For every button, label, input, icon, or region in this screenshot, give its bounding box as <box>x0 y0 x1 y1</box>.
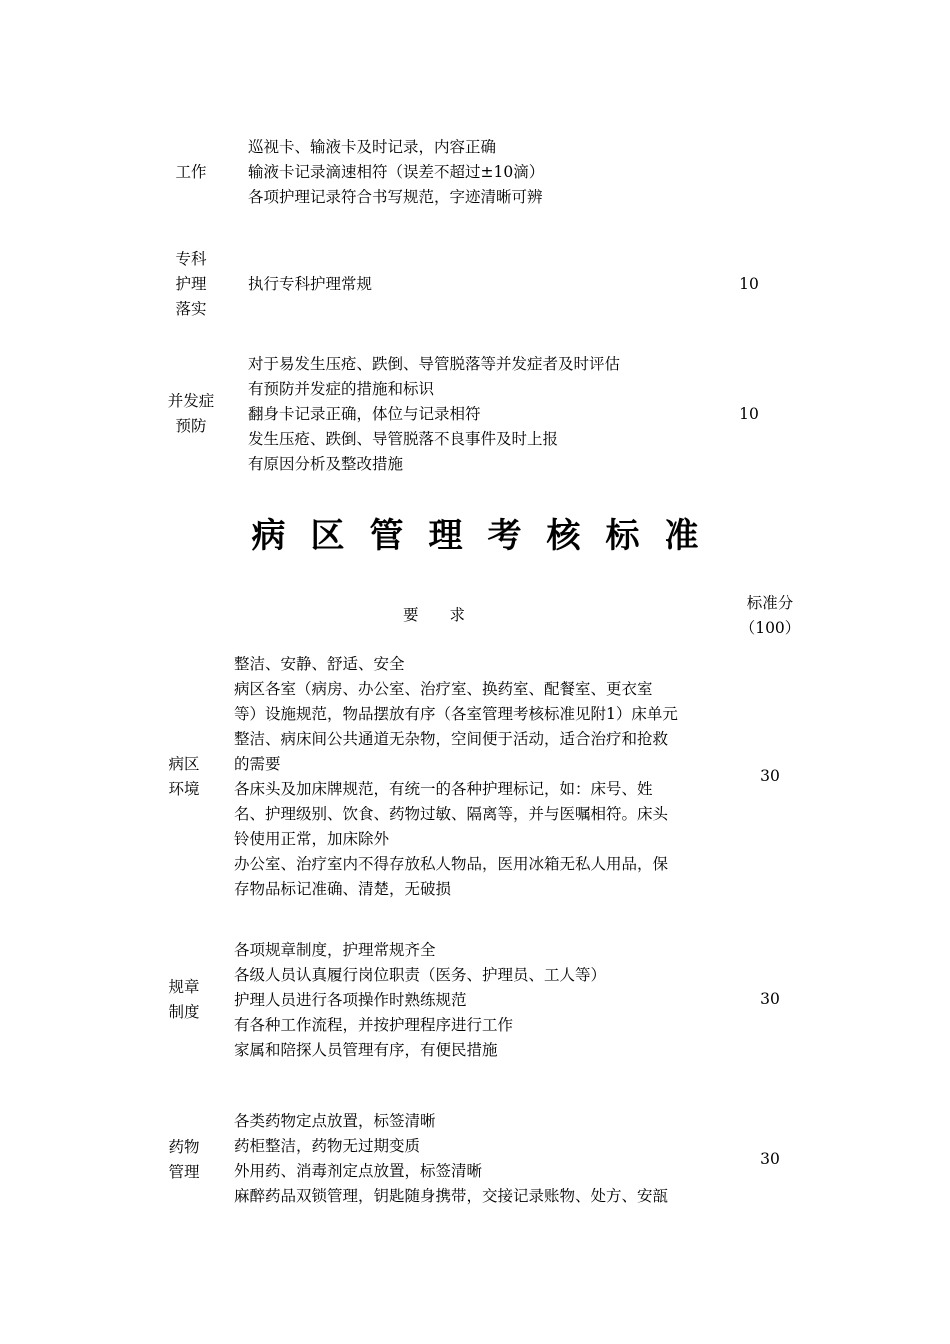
header-requirement: 要 求 <box>402 606 465 624</box>
requirement-list-drug-management <box>234 1109 734 1209</box>
category-label-line: 并发症 <box>167 392 215 410</box>
requirement-item: 各床头及加床牌规范，有统一的各种护理标记，如：床号、姓 <box>234 780 653 798</box>
requirement-item: 铃使用正常，加床除外 <box>234 830 390 848</box>
requirement-item: 整洁、病床间公共通道无杂物，空间便于活动，适合治疗和抢救 <box>234 730 669 748</box>
requirement-item: 护理人员进行各项操作时熟练规范 <box>234 991 467 1009</box>
requirement-list-work <box>248 135 808 210</box>
requirement-item: 有各种工作流程，并按护理程序进行工作 <box>234 1016 514 1034</box>
category-label: 工作 <box>175 163 207 181</box>
requirement-item: 外用药、消毒剂定点放置，标签清晰 <box>234 1162 483 1180</box>
requirement-item: 执行专科护理常规 <box>248 275 373 293</box>
requirement-item: 各项护理记录符合书写规范，字迹清晰可辨 <box>248 188 543 206</box>
header-score <box>735 591 805 641</box>
category-label-line: 专科 <box>175 250 207 268</box>
requirement-item: 办公室、治疗室内不得存放私人物品，医用冰箱无私人用品，保 <box>234 855 669 873</box>
requirement-item: 有原因分析及整改措施 <box>248 455 404 473</box>
category-label-line: 制度 <box>168 1003 200 1021</box>
requirement-item: 对于易发生压疮、跌倒、导管脱落等并发症者及时评估 <box>248 355 621 373</box>
requirement-item: 麻醉药品双锁管理，钥匙随身携带，交接记录账物、处方、安瓿 <box>234 1187 669 1205</box>
category-label-line: 病区 <box>168 755 200 773</box>
requirement-item: 家属和陪探人员管理有序，有便民措施 <box>234 1041 498 1059</box>
category-label-line: 环境 <box>168 780 200 798</box>
category-specialty-nursing <box>160 247 222 322</box>
requirement-item: 病区各室（病房、办公室、治疗室、换药室、配餐室、更衣室 <box>234 680 653 698</box>
requirement-list-ward-environment <box>234 652 734 902</box>
category-label-line: 规章 <box>168 978 200 996</box>
requirement-item: 输液卡记录滴速相符（误差不超过±10滴） <box>248 163 545 181</box>
score-ward-environment: 30 <box>760 767 780 785</box>
requirement-item: 各类药物定点放置，标签清晰 <box>234 1112 436 1130</box>
category-label-line: 管理 <box>168 1163 200 1181</box>
requirement-item: 巡视卡、输液卡及时记录，内容正确 <box>248 138 497 156</box>
category-label-line: 预防 <box>175 417 207 435</box>
score-specialty: 10 <box>739 275 759 293</box>
requirement-item: 有预防并发症的措施和标识 <box>248 380 435 398</box>
requirement-item: 发生压疮、跌倒、导管脱落不良事件及时上报 <box>248 430 559 448</box>
category-ward-environment <box>155 752 213 802</box>
category-label-line: 药物 <box>168 1138 200 1156</box>
category-rules <box>155 975 213 1025</box>
score-rules: 30 <box>760 990 780 1008</box>
header-score-line: 标准分 <box>746 594 794 612</box>
requirement-item: 名、护理级别、饮食、药物过敏、隔离等，并与医嘱相符。床头 <box>234 805 669 823</box>
requirement-list-rules <box>234 938 734 1063</box>
category-drug-management <box>155 1135 213 1185</box>
category-work <box>160 160 222 185</box>
requirement-item: 药柜整洁，药物无过期变质 <box>234 1137 421 1155</box>
requirement-item: 等）设施规范，物品摆放有序（各室管理考核标准见附1）床单元 <box>234 705 678 723</box>
requirement-item: 各级人员认真履行岗位职责（医务、护理员、工人等） <box>234 966 607 984</box>
requirement-item: 存物品标记准确、清楚，无破损 <box>234 880 452 898</box>
category-complication-prevention <box>160 389 222 439</box>
score-drug-management: 30 <box>760 1150 780 1168</box>
requirement-item: 整洁、安静、舒适、安全 <box>234 655 405 673</box>
page-title: 病区管理考核标准 <box>251 516 724 556</box>
header-score-line: （100） <box>739 619 801 637</box>
score-complication: 10 <box>739 405 759 423</box>
requirement-item: 的需要 <box>234 755 281 773</box>
category-label-line: 护理 <box>175 275 207 293</box>
category-label-line: 落实 <box>175 300 207 318</box>
requirement-item: 翻身卡记录正确，体位与记录相符 <box>248 405 481 423</box>
requirement-item: 各项规章制度，护理常规齐全 <box>234 941 436 959</box>
